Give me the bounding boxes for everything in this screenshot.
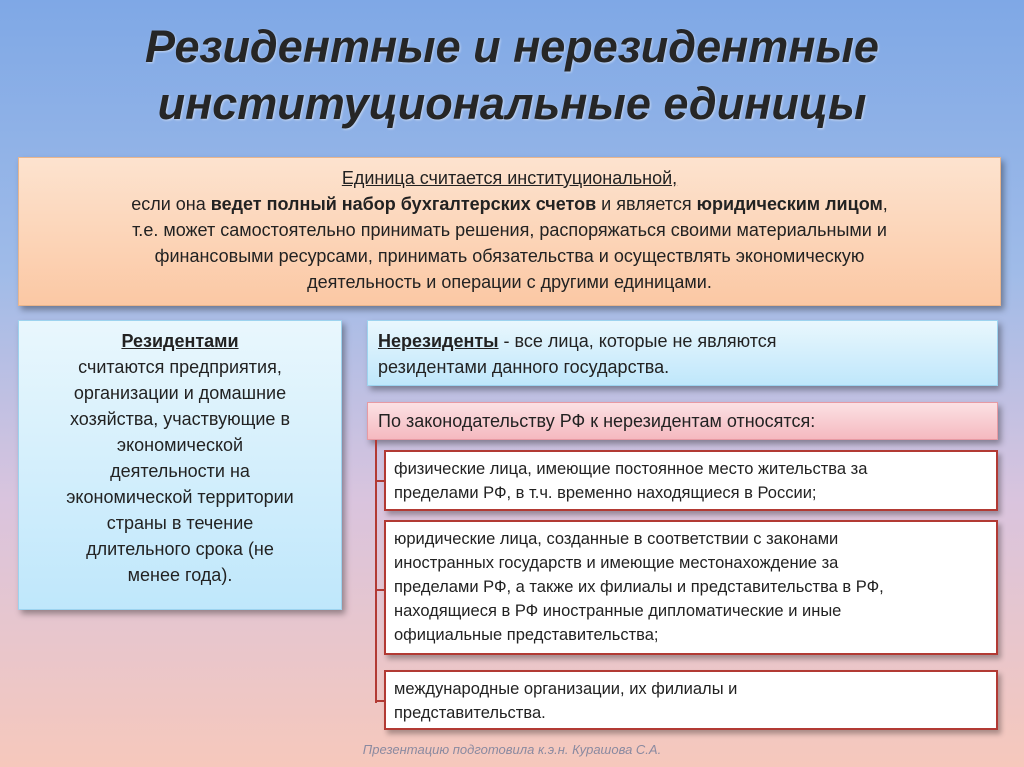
residents-line: деятельности на [110,461,250,481]
item-line: представительства. [394,704,546,722]
definition-box [18,157,1001,306]
item-line: пределами РФ, в т.ч. временно находящиеся в России; [394,484,817,502]
definition-line-1: Единица считается институциональной, [341,168,678,188]
residents-line: считаются предприятия, [78,357,282,377]
nonresidents-line-2: резидентами данного государства. [378,357,670,377]
slide-title [0,18,1024,132]
definition-line-2-mid: и является [596,194,697,214]
item-line: пределами РФ, а также их филиалы и представительства в РФ, [394,578,884,596]
nonresidents-rest: - все лица, которые не являются [498,331,777,351]
item-line: иностранных государств и имеющие местонахождение за [394,554,839,572]
definition-line-2 [19,191,1000,217]
item-line: официальные представительства; [394,626,659,644]
slide-title-line-2: институциональные единицы [157,78,867,129]
residents-line: организации и домашние [73,383,287,403]
residents-line: экономической территории [66,487,294,507]
law-box [367,402,998,440]
nonresidents-box [367,320,998,386]
nonresidents-line-1 [378,328,987,354]
definition-bold-accounts: ведет полный набор бухгалтерских счетов [210,194,597,214]
definition-bold-legal-entity: юридическим лицом [696,194,883,214]
definition-line-2-post: , [882,194,888,214]
definition-line-2-pre: если она [131,194,211,214]
residents-line: длительного срока (не [86,539,274,559]
law-text: По законодательству РФ к нерезидентам относятся: [378,411,816,431]
residents-heading: Резидентами [121,331,239,351]
item-line: международные организации, их филиалы и [394,680,738,698]
nonresidents-heading: Нерезиденты [378,331,499,351]
item-line: находящиеся в РФ иностранные дипломатические и иные [394,602,842,620]
footer-credit: Презентацию подготовила к.э.н. Курашова С.А. [362,742,662,757]
residents-line: хозяйства, участвующие в [69,409,291,429]
residents-line: менее года). [127,565,233,585]
nonresident-item-individuals [384,450,998,511]
definition-line-3: т.е. может самостоятельно принимать решения, распоряжаться своими материальными и [132,220,887,240]
definition-line-4: финансовыми ресурсами, принимать обязательства и осуществлять экономическую [154,246,865,266]
residents-box [18,320,342,610]
residents-line: страны в течение [106,513,254,533]
nonresident-item-legal-entities [384,520,998,655]
item-line: юридические лица, созданные в соответствии с законами [394,530,839,548]
slide-title-line-1: Резидентные и нерезидентные [145,21,879,72]
item-line: физические лица, имеющие постоянное место жительства за [394,460,868,478]
definition-line-5: деятельность и операции с другими единицами. [307,272,712,292]
nonresident-item-international-orgs [384,670,998,730]
residents-line: экономической [116,435,244,455]
